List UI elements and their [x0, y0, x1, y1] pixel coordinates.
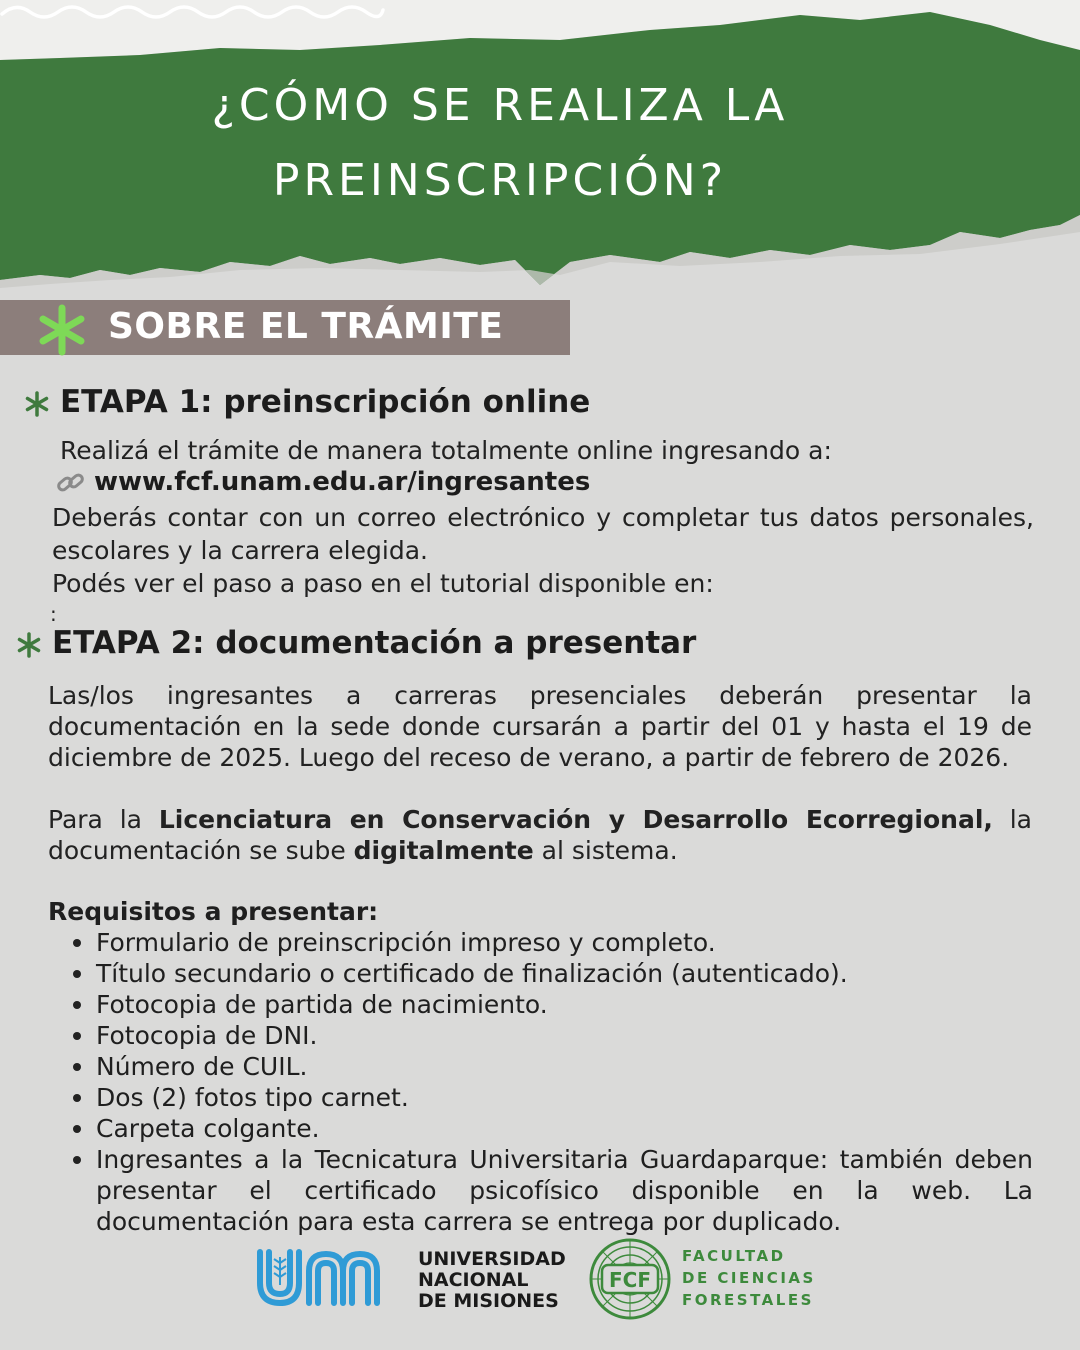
fcf-line-2: DE CIENCIAS: [682, 1269, 816, 1287]
stage1-intro: Realizá el trámite de manera totalmente online ingresando a:: [60, 436, 832, 465]
unam-line-1: UNIVERSIDAD: [418, 1248, 566, 1270]
section-tag: [0, 300, 570, 355]
title-line-1: ¿CÓMO SE REALIZA LA: [211, 80, 789, 131]
asterisk-icon: [36, 304, 88, 356]
unam-line-2: NACIONAL: [418, 1269, 529, 1291]
stage1-colon: :: [50, 602, 57, 626]
ingresantes-link[interactable]: www.fcf.unam.edu.ar/ingresantes: [94, 467, 591, 497]
stage2-paragraph-1: Las/los ingresantes a carreras presenciales deberán presentar la documentación en la sede donde cursarán a partir del 01 y hasta el 19 de diciembre de 2025. Luego del receso de verano, a partir de febrero de 2026.: [48, 681, 1032, 772]
asterisk-bullet-icon: [24, 391, 50, 417]
asterisk-bullet-icon: [16, 632, 42, 658]
digitalmente-word: digitalmente: [353, 836, 534, 865]
stage1-heading: [24, 384, 590, 420]
stage1-paragraph-1: Deberás contar con un correo electrónico y completar tus datos personales, escolares y la carrera elegida.: [52, 503, 1034, 565]
unam-line-3: DE MISIONES: [418, 1290, 559, 1312]
list-item: Número de CUIL.: [96, 1051, 1033, 1082]
list-item: Fotocopia de partida de nacimiento.: [96, 989, 1033, 1020]
stage2-paragraph-2: [48, 804, 1032, 866]
fcf-badge-text: FCF: [608, 1268, 652, 1292]
stage1-heading-text: ETAPA 1: preinscripción online: [60, 384, 591, 420]
fcf-line-1: FACULTAD: [682, 1247, 786, 1265]
torn-paper-graphic: [0, 0, 1080, 300]
stage2-p2-a: Para la: [48, 805, 159, 834]
footer-logos: [0, 1235, 1080, 1350]
fcf-line-3: FORESTALES: [682, 1291, 814, 1309]
list-item: Carpeta colgante.: [96, 1113, 1033, 1144]
licenciatura-name: Licenciatura en Conservación y Desarrollo Ecorregional,: [158, 805, 993, 834]
list-item: Dos (2) fotos tipo carnet.: [96, 1082, 1033, 1113]
fcf-seal-icon: [588, 1237, 672, 1321]
list-item: Fotocopia de DNI.: [96, 1020, 1033, 1051]
stage2-p2-e: al sistema.: [533, 836, 678, 865]
stage2-heading-text: ETAPA 2: documentación a presentar: [52, 625, 697, 661]
requirements-title: Requisitos a presentar:: [48, 897, 379, 926]
header-banner: [0, 0, 1080, 300]
unam-logo-icon: [255, 1249, 395, 1307]
section-tag-label: SOBRE EL TRÁMITE: [108, 306, 504, 347]
stage2-p2-c: la documentación se sube: [48, 805, 1033, 865]
stage1-paragraph-2: Podés ver el paso a paso en el tutorial disponible en:: [52, 569, 714, 598]
list-item: Formulario de preinscripción impreso y completo.: [96, 927, 1033, 958]
wavy-underline: [0, 0, 385, 22]
requirements-list: [48, 927, 1033, 1237]
link-icon: [56, 470, 86, 496]
title-line-2: PREINSCRIPCIÓN?: [272, 155, 728, 206]
stage1-link-row: [56, 467, 590, 497]
unam-name: [418, 1249, 566, 1312]
stage2-heading: [16, 625, 696, 661]
list-item: Ingresantes a la Tecnicatura Universitaria Guardaparque: también deben presentar el certificado psicofísico disponible en la web. La documentación para esta carrera se entrega por duplicado.: [96, 1145, 1033, 1236]
fcf-name: [682, 1245, 816, 1311]
requirements-block: [48, 896, 1033, 1237]
list-item: Título secundario o certificado de finalización (autenticado).: [96, 958, 1033, 989]
